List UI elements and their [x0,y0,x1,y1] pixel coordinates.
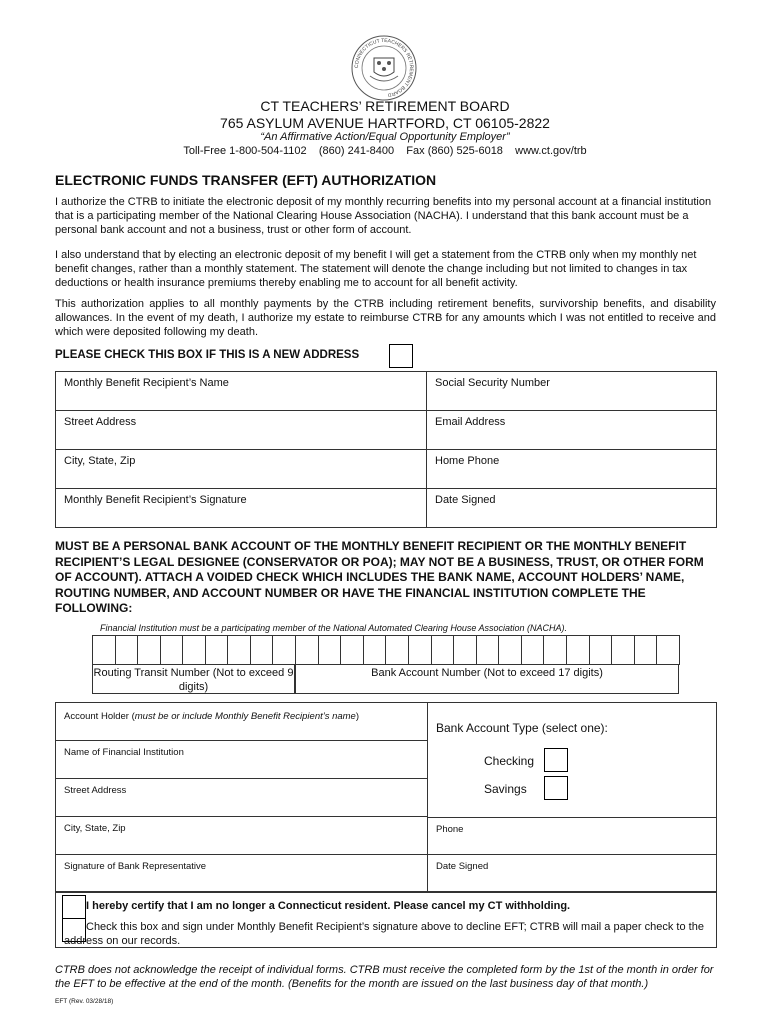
account-digit-box[interactable] [589,635,613,665]
bank-rep-signature-field[interactable] [56,855,428,891]
checking-checkbox[interactable] [544,748,568,772]
form-title: ELECTRONIC FUNDS TRANSFER (EFT) AUTHORIZATION [55,172,437,188]
bank-city-field[interactable] [56,817,428,855]
non-resident-certification: I hereby certify that I am no longer a Connecticut resident. Please cancel my CT withholding. [86,900,571,912]
account-digit-box[interactable] [634,635,658,665]
date-signed-field[interactable] [427,489,717,528]
bank-date-signed-field[interactable] [428,855,716,891]
field-note: must be or include Monthly Benefit Recipient’s name [134,711,356,722]
certification-section [55,892,717,948]
field-label: Date Signed [436,861,489,872]
field-label: Street Address [64,785,127,796]
account-digit-box[interactable] [385,635,409,665]
routing-digit-box[interactable] [160,635,184,665]
account-type-label: Bank Account Type (select one): [436,721,608,735]
authorization-paragraph-2: I also understand that by electing an electronic deposit of my benefit I will get a statement from the CTRB only when my monthly net benefit changes, rather than a monthly statement. The statement will denote the change including but not limited to changes in tax deductions or health insurance premiums thereby enabling me to account for all benefit activity. [55,249,697,289]
checking-label: Checking [484,754,535,768]
account-digit-box[interactable] [363,635,387,665]
new-address-label: PLEASE CHECK THIS BOX IF THIS IS A NEW ADDRESS [55,349,360,361]
savings-label: Savings [484,782,527,796]
seal-text: CONNECTICUT TEACHERS RETIREMENT BOARD [353,37,415,98]
bank-info-section [55,702,717,892]
routing-digit-box[interactable] [227,635,251,665]
account-digit-box[interactable] [476,635,500,665]
field-label: Street Address [64,416,137,428]
recipient-info-table [55,371,717,528]
home-phone-field[interactable] [427,450,717,489]
processing-footnote: CTRB does not acknowledge the receipt of individual forms. CTRB must receive the completed form by the 1st of the month in order for the EFT to be effective at the end of the month. (Benefits for the month are issued on the last business day of that month.) [55,964,714,990]
field-label: Date Signed [435,494,496,506]
authorization-paragraph-3: This authorization applies to all monthly payments by the CTRB including retirement benefits, survivorship benefits, and disability allowances. In the event of my death, I authorize my estate to reimburse CTRB for any amounts which I was not entitled to receive and which were deposited following my death. [55,298,716,338]
field-label: Name of Financial Institution [64,747,184,758]
account-number-label: Bank Account Number (Not to exceed 17 digits) [295,664,679,694]
recipient-signature-field[interactable] [56,489,427,528]
savings-checkbox[interactable] [544,776,568,800]
street-address-field[interactable] [56,411,427,450]
bank-account-warning: MUST BE A PERSONAL BANK ACCOUNT OF THE MONTHLY BENEFIT RECIPIENT OR THE MONTHLY BENEFIT RECIPIENT’S LEGAL DESIGNEE (CONSERVATOR OR POA); MAY NOT BE A BUSINESS, TRUST, OR OTHER FORM OF ACCOUNT). ATTACH A VOIDED CHECK WHICH INCLUDES THE BANK NAME, ACCOUNT HOLDERS’ NAME, ROUTING NUMBER, AND ACCOUNT NUMBER OR HAVE THE FINANCIAL INSTITUTION COMPLETE THE FOLLOWING: [55,539,704,615]
routing-digit-box[interactable] [205,635,229,665]
field-label: City, State, Zip [64,455,136,467]
field-label: Monthly Benefit Recipient’s Name [64,377,229,389]
non-resident-checkbox[interactable] [62,895,86,919]
form-revision: EFT (Rev. 03/28/18) [55,998,114,1005]
field-label: Signature of Bank Representative [64,861,207,872]
field-label: Account Holder ( [64,711,135,722]
org-address: 765 ASYLUM AVENUE HARTFORD, CT 06105-2822 [220,115,550,131]
org-contacts: Toll-Free 1-800-504-1102 (860) 241-8400 Fax (860) 525-6018 www.ct.gov/trb [183,145,587,157]
decline-eft-text: Check this box and sign under Monthly Benefit Recipient’s signature above to decline EFT; CTRB will mail a paper check to the address on our records. [64,921,704,947]
email-field[interactable] [427,411,717,450]
routing-digit-box[interactable] [92,635,116,665]
recipient-name-field[interactable] [56,372,427,411]
nacha-note: Financial Institution must be a participating member of the National Automated Clearing House Association (NACHA). [100,623,568,633]
ssn-field[interactable] [427,372,717,411]
bank-phone-field[interactable] [428,817,716,855]
account-digit-box[interactable] [408,635,432,665]
org-name: CT TEACHERS’ RETIREMENT BOARD [260,98,510,114]
authorization-paragraph-1: I authorize the CTRB to initiate the electronic deposit of my monthly recurring benefits into my personal account at a financial institution that is a participating member of the National Clearing House Association (NACHA). I understand that this bank account must be a personal bank account and not a business, trust or other form of account. [55,196,712,236]
routing-digit-box[interactable] [115,635,139,665]
financial-institution-field[interactable] [56,741,428,779]
account-digit-box[interactable] [340,635,364,665]
field-label: Home Phone [435,455,500,467]
field-label: City, State, Zip [64,823,126,834]
routing-digit-box[interactable] [137,635,161,665]
field-label: Phone [436,824,464,835]
account-digit-box[interactable] [566,635,590,665]
bank-street-field[interactable] [56,779,428,817]
org-tagline: “An Affirmative Action/Equal Opportunity Employer” [260,131,510,143]
routing-number-label: Routing Transit Number (Not to exceed 9 digits) [92,664,295,694]
account-type-area [428,703,716,817]
account-digit-box[interactable] [543,635,567,665]
account-holder-field[interactable] [56,703,428,741]
field-label: Monthly Benefit Recipient’s Signature [64,494,247,506]
field-label-close: ) [355,711,360,722]
account-digit-box[interactable] [521,635,545,665]
state-seal-logo [350,34,418,102]
account-digit-box[interactable] [656,635,680,665]
account-digit-box[interactable] [611,635,635,665]
field-label: Social Security Number [435,377,550,389]
new-address-checkbox[interactable] [389,344,413,368]
account-digit-box[interactable] [498,635,522,665]
account-digit-box[interactable] [295,635,319,665]
account-digit-box[interactable] [453,635,477,665]
routing-digit-box[interactable] [272,635,296,665]
account-digit-box[interactable] [431,635,455,665]
routing-digit-box[interactable] [182,635,206,665]
field-label: Email Address [435,416,506,428]
account-digit-box[interactable] [318,635,342,665]
routing-digit-box[interactable] [250,635,274,665]
city-state-zip-field[interactable] [56,450,427,489]
